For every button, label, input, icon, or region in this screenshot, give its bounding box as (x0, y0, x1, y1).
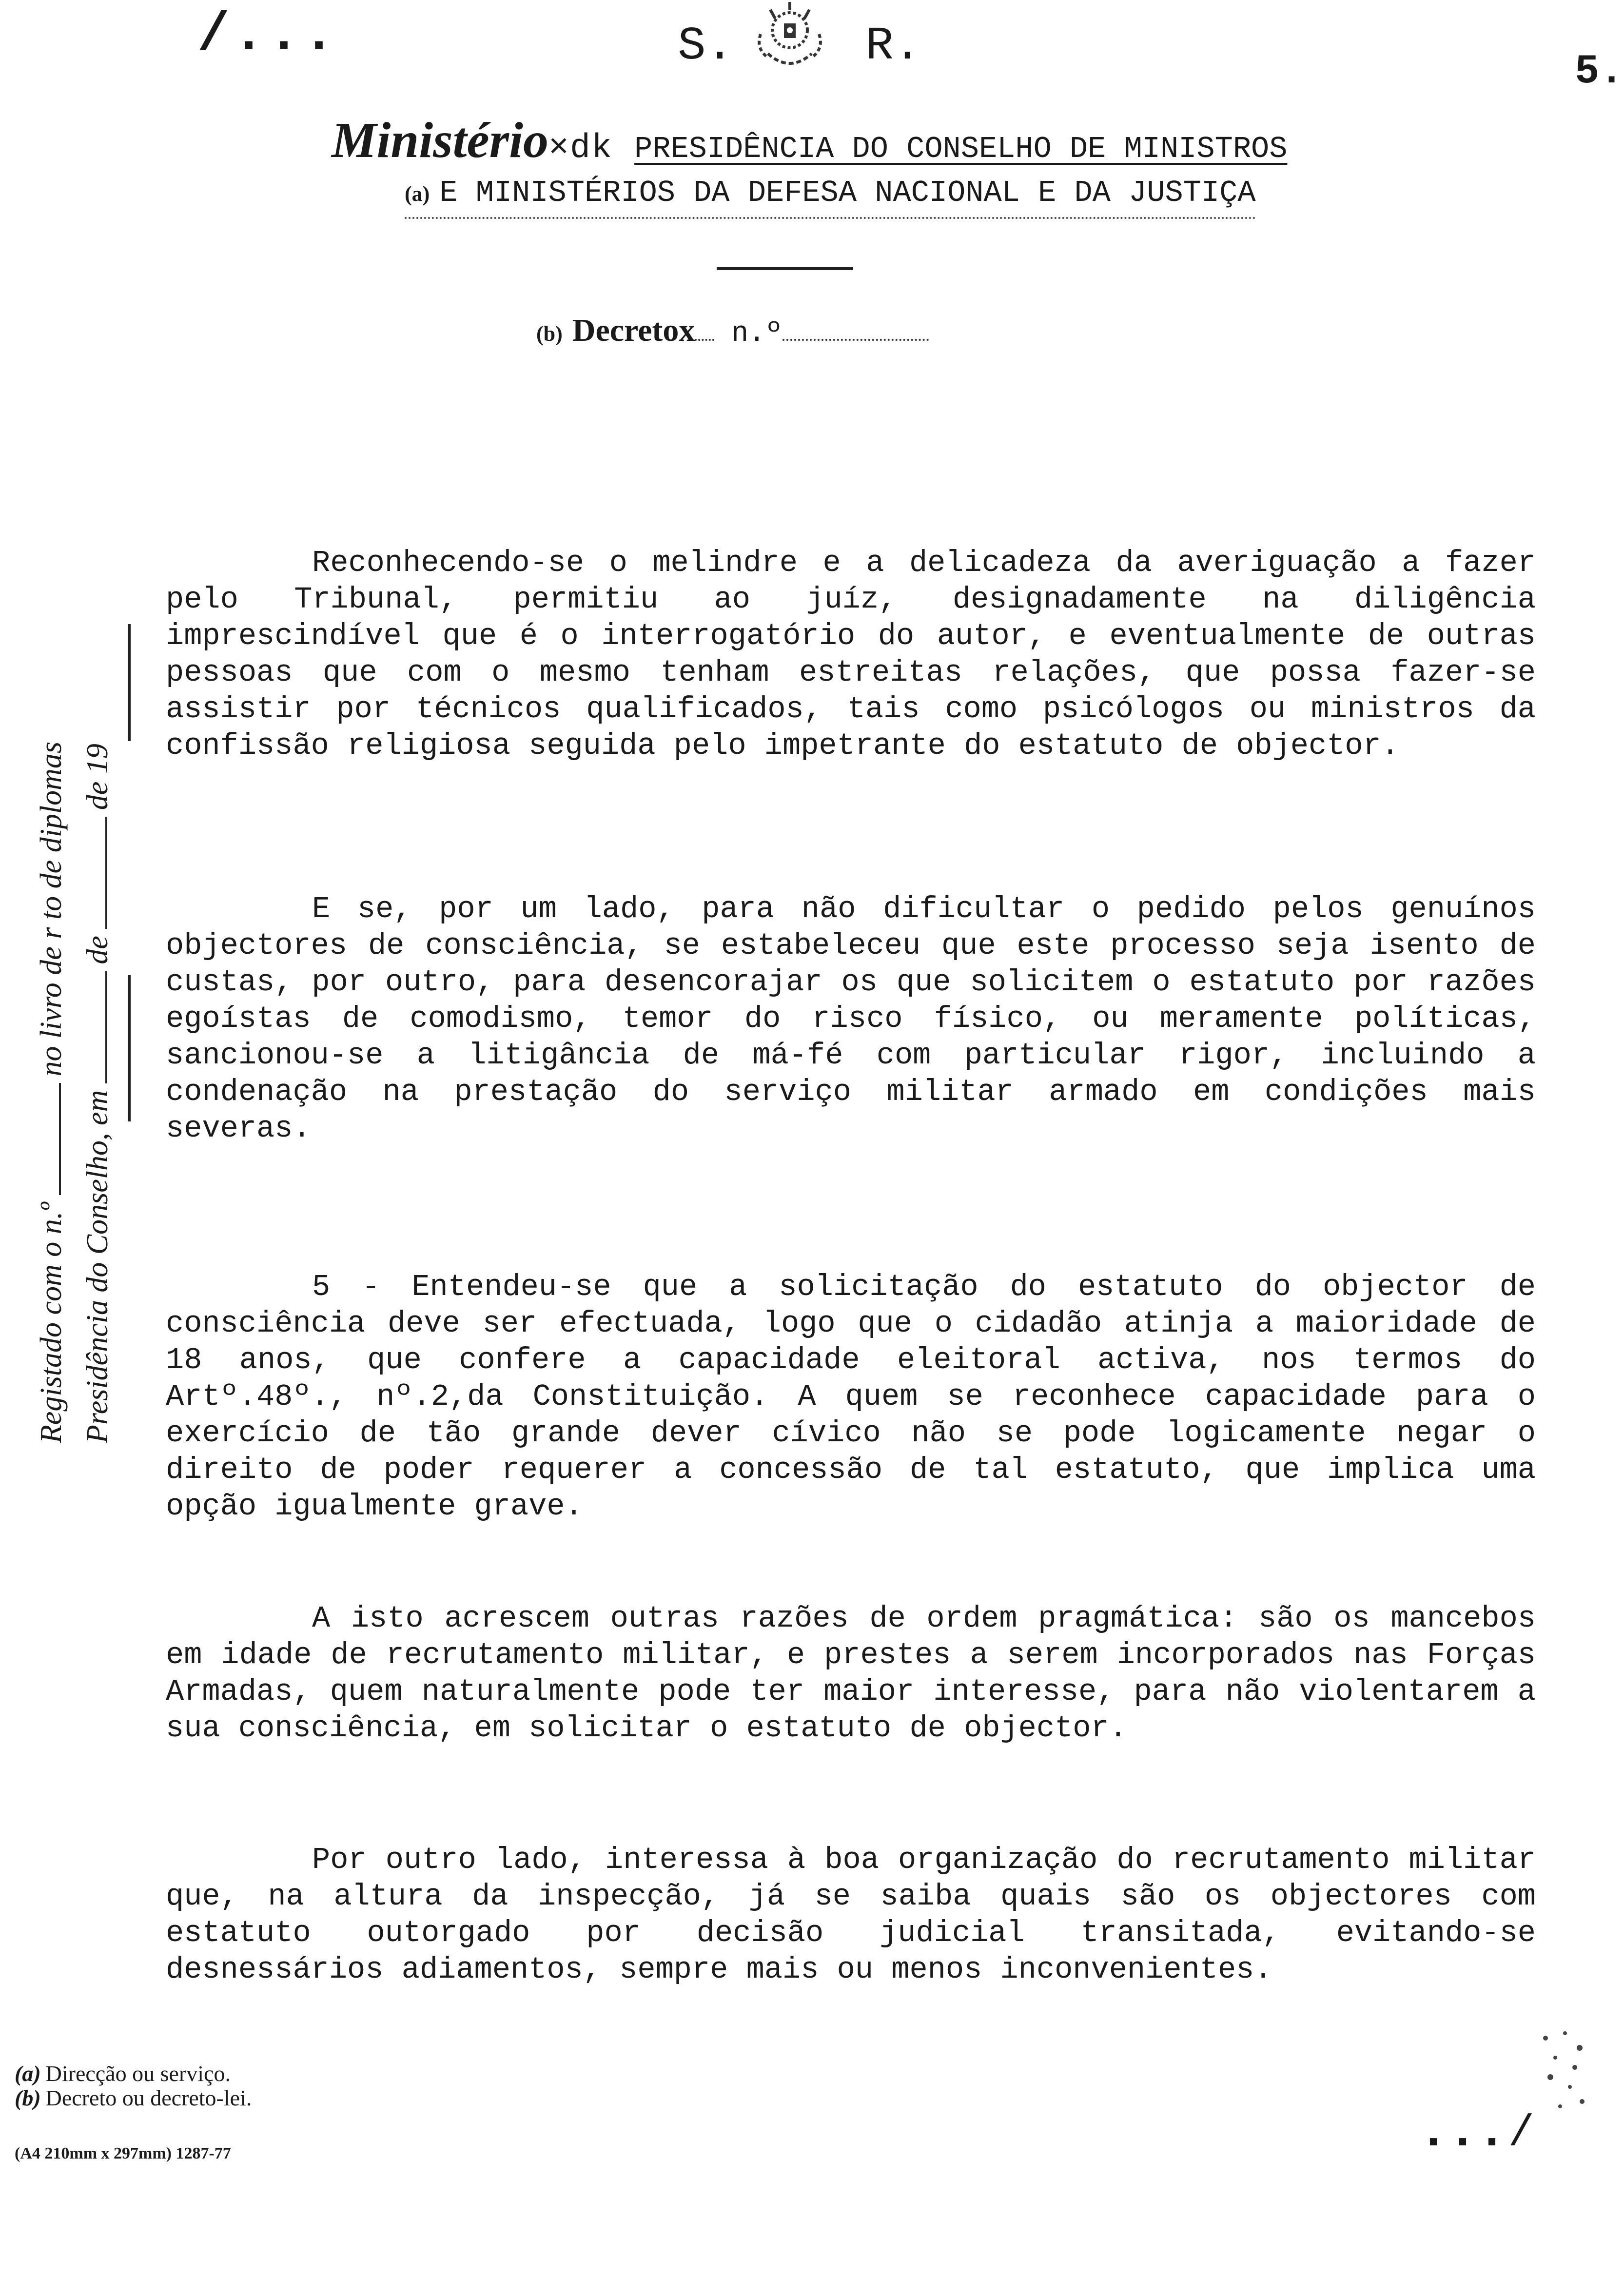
ministry-strikethrough-tail: k (591, 129, 635, 168)
footnote-b (15, 2086, 252, 2110)
header-letter-r: R. (865, 20, 922, 73)
ministry-strikethrough: ×d (548, 129, 592, 168)
decreto-line (536, 312, 929, 350)
decreto-word: Decretox (572, 313, 695, 348)
margin-date-line (80, 744, 115, 1443)
margin-diplomas: to de diplomas (35, 741, 68, 920)
paragraph-3: 5 - Entendeu-se que a solicitação do estatuto do objector de consciência deve ser efectuada, logo que o cidadão atinja a maioridade de 18 anos, que confere a capacidade eleitoral activa, nos termos do Artº.48º., nº.2,da Constituição. A quem se reconhece capacidade para o exercício de tão grande dever cívico não se pode logicamente negar o direito de poder requerer a concessão de tal estatuto, que implica uma opção igualmente grave. (166, 1270, 1536, 1524)
numero-dots (783, 334, 929, 341)
margin-bar-top (128, 624, 131, 741)
paper-format-reference: (A4 210mm x 297mm) 1287-77 (15, 2144, 231, 2162)
presidencia-title: PRESIDÊNCIA DO CONSELHO DE MINISTROS (634, 132, 1288, 166)
scan-specks (1536, 2028, 1589, 2116)
paragraph-2: E se, por um lado, para não dificultar o pedido pelos genuínos objectores de consciência, se estabeleceu que este processo seja isento de custas, por outro, para desencorajar os que solicitem o estatuto por razões egoístas de comodismo, temor do risco físico, ou meramente políticas, sancionou-se a litigância de má-fé com particular rigor, incluindo a condenação na prestação do serviço militar armado em condições mais severas. (166, 892, 1536, 1146)
marker-a: (a) (405, 182, 430, 206)
ministerios-title: E MINISTÉRIOS DA DEFESA NACIONAL E DA JUSTIÇA (439, 176, 1256, 210)
footnote-b-mark: (b) (15, 2085, 41, 2110)
footnote-a-text: Direcção ou serviço. (45, 2061, 231, 2086)
margin-de-19: de 19 (81, 744, 114, 810)
footnote-b-text: Decreto ou decreto-lei. (45, 2085, 252, 2110)
header-divider (717, 267, 853, 270)
numero-label: n.º (731, 318, 783, 350)
footnote-a-mark: (a) (15, 2061, 41, 2086)
ministerios-heading (405, 176, 1256, 219)
margin-de-1: de (81, 936, 114, 964)
margin-presidencia: Presidência do Conselho, em (81, 1090, 114, 1443)
page-number: 5. (1575, 49, 1624, 95)
ministry-word: Ministério (332, 112, 548, 168)
margin-registado: Registado com o n.º (35, 1202, 68, 1443)
continuation-end-mark: ...∕ (1419, 2105, 1536, 2160)
margin-registration-line (34, 742, 69, 1443)
marker-b: (b) (536, 322, 563, 346)
paragraph-5: Por outro lado, interessa à boa organização do recrutamento militar que, na altura da inspecção, já se saiba quais são os objectores com estatuto outorgado por decisão judicial transitada, evitando-se desnessários adiamentos, sempre mais ou menos inconvenientes. (166, 1843, 1536, 1987)
margin-bar-bottom (128, 975, 131, 1121)
decreto-dots (695, 334, 714, 341)
coat-of-arms-icon (741, 0, 839, 73)
paragraph-4: A isto acrescem outras razões de ordem pragmática: são os mancebos em idade de recrutamento militar, e prestes a serem incorporados nas Forças Armadas, quem naturalmente pode ter maior interesse, para não violentarem a sua consciência, em solicitar o estatuto de objector. (166, 1601, 1536, 1746)
margin-livro: no livro de r (35, 927, 68, 1077)
continuation-mark: /... (197, 5, 338, 66)
ministry-heading (332, 111, 1287, 169)
paragraph-1: Reconhecendo-se o melindre e a delicadeza da averiguação a fazer pelo Tribunal, permitiu ao juíz, designadamente na diligência imprescindível que é o interrogatório do autor, e eventualmente de outras pessoas que com o mesmo tenham estreitas relações, que possa fazer-se assistir por técnicos qualificados, tais como psicólogos ou ministros da confissão religiosa seguida pelo impetrante do estatuto de objector. (166, 546, 1536, 763)
footnote-a (15, 2062, 231, 2086)
header-letter-s: S. (678, 20, 734, 73)
